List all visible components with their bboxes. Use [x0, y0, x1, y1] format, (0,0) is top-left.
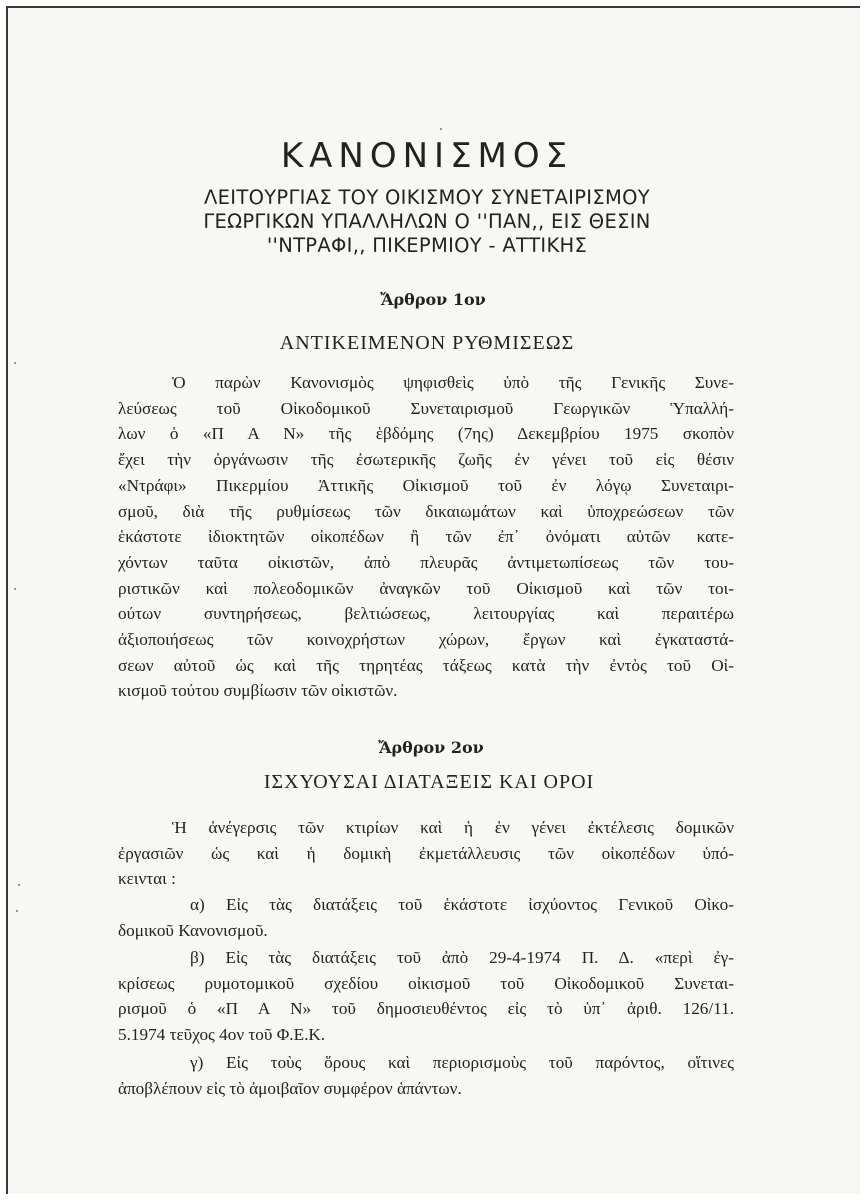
- paragraph-line: ἀποβλέπουν εἰς τὸ ἀμοιβαῖον συμφέρον ἁπάντων.: [118, 1078, 462, 1098]
- scan-speck: [16, 910, 18, 912]
- paragraph-line: σμοῦ, διὰ τῆς ρυθμίσεως τῶν δικαιωμάτων καὶ ὑποχρεώσεων τῶν: [118, 501, 734, 521]
- article-2-heading: Ἄρθρον 2ον: [378, 738, 484, 757]
- paragraph-line: 5.1974 τεῦχος 4ον τοῦ Φ.Ε.Κ.: [118, 1025, 326, 1045]
- article-2-intro: [118, 815, 734, 892]
- paragraph-line: ἐργασιῶν ὡς καὶ ἡ δομικὴ ἐκμετάλλευσις τῶν οἰκοπέδων ὑπό-: [118, 843, 734, 863]
- paragraph-line: δομικοῦ Κανονισμοῦ.: [118, 920, 268, 940]
- paragraph-line: «Ντράφι» Πικερμίου Ἀττικῆς Οἰκισμοῦ τοῦ ἐν λόγῳ Συνεταιρι-: [118, 475, 734, 495]
- paragraph-line: κρίσεως ρυμοτομικοῦ σχεδίου οἰκισμοῦ τοῦ Οἰκοδομικοῦ Συνεται-: [118, 973, 734, 993]
- subtitle-line: ΛΕΙΤΟΥΡΓΙΑΣ ΤΟΥ ΟΙΚΙΣΜΟΥ ΣΥΝΕΤΑΙΡΙΣΜΟΥ: [204, 186, 650, 209]
- document-title: ΚΑΝΟΝΙΣΜΟΣ: [280, 136, 574, 176]
- article-2-section-title: ΙΣΧΥΟΥΣΑΙ ΔΙΑΤΑΞΕΙΣ ΚΑΙ ΟΡΟΙ: [263, 771, 595, 793]
- paragraph-line: ούτων συντηρήσεως, βελτιώσεως, λειτουργίας καὶ περαιτέρω: [118, 604, 734, 624]
- paragraph-line: ἔχει τὴν ὀργάνωσιν τῆς ἐσωτερικῆς ζωῆς ἐν γένει τοῦ εἰς θέσιν: [118, 450, 734, 470]
- paragraph-line: κεινται :: [118, 869, 176, 889]
- paragraph-line: λων ὁ «Π Α Ν» τῆς ἑβδόμης (7ης) Δεκεμβρίου 1975 σκοπὸν: [118, 424, 734, 444]
- article-2-item-a: [118, 892, 734, 943]
- paragraph-line: Ὁ παρὼν Κανονισμὸς ψηφισθεὶς ὑπὸ τῆς Γενικῆς Συνε-: [172, 373, 734, 392]
- article-2-item-b: [118, 945, 734, 1048]
- paragraph-line: β) Εἰς τὰς διατάξεις τοῦ ἀπὸ 29-4-1974 Π. Δ. «περὶ ἐγ-: [190, 948, 734, 967]
- subtitle-line: ΓΕΩΡΓΙΚΩΝ ΥΠΑΛΛΗΛΩΝ Ο ''ΠΑΝ,, ΕΙΣ ΘΕΣΙΝ: [203, 210, 651, 233]
- subtitle-line: ''ΝΤΡΑΦΙ,, ΠΙΚΕΡΜΙΟΥ - ΑΤΤΙΚΗΣ: [266, 234, 588, 257]
- paragraph-line: α) Εἰς τὰς διατάξεις τοῦ ἑκάστοτε ἰσχύοντος Γενικοῦ Οἰκο-: [190, 895, 734, 914]
- paragraph-line: γ) Εἰς τοὺς ὅρους καὶ περιορισμοὺς τοῦ παρόντος, οἵτινες: [190, 1053, 734, 1072]
- paragraph-line: κισμοῦ τούτου συμβίωσιν τῶν οἰκιστῶν.: [118, 681, 398, 701]
- paragraph-line: χόντων ταῦτα οἰκιστῶν, ἀπὸ πλευρᾶς ἀντιμετωπίσεως τῶν του-: [118, 552, 734, 572]
- article-2-item-c: [118, 1050, 734, 1101]
- scan-speck: [14, 588, 16, 590]
- paragraph-line: ἑκάστοτε ἰδιοκτητῶν οἰκοπέδων ἢ τῶν ἐπ᾽ ὀνόματι αὐτῶν κατε-: [118, 527, 734, 547]
- article-1-paragraph: [118, 370, 734, 704]
- scan-speck: [18, 884, 20, 886]
- article-1-section-title: ΑΝΤΙΚΕΙΜΕΝΟΝ ΡΥΘΜΙΣΕΩΣ: [279, 332, 575, 354]
- paragraph-line: ριστικῶν καὶ πολεοδομικῶν ἀναγκῶν τοῦ Οἰκισμοῦ καὶ τῶν τοι-: [118, 578, 734, 598]
- article-1-heading: Ἄρθρον 1ον: [380, 290, 486, 309]
- paragraph-line: ἀξιοποιήσεως τῶν κοινοχρήστων χώρων, ἔργων καὶ ἐγκαταστά-: [118, 630, 734, 650]
- scan-speck: [14, 362, 16, 364]
- scan-speck: [440, 128, 442, 130]
- paragraph-line: λεύσεως τοῦ Οἰκοδομικοῦ Συνεταιρισμοῦ Γεωργικῶν Ὑπαλλή-: [118, 398, 734, 418]
- paragraph-line: Ἡ ἀνέγερσις τῶν κτιρίων καὶ ἡ ἐν γένει ἐκτέλεσις δομικῶν: [172, 818, 734, 837]
- paragraph-line: σεων αὐτοῦ ὡς καὶ τῆς τηρητέας τάξεως κατὰ τὴν ἐντὸς τοῦ Οἰ-: [118, 655, 734, 675]
- document-subtitle: [0, 186, 860, 258]
- paragraph-line: ρισμοῦ ὁ «Π Α Ν» τοῦ δημοσιευθέντος εἰς τὸ ὑπ᾽ ἀριθ. 126/11.: [118, 999, 734, 1019]
